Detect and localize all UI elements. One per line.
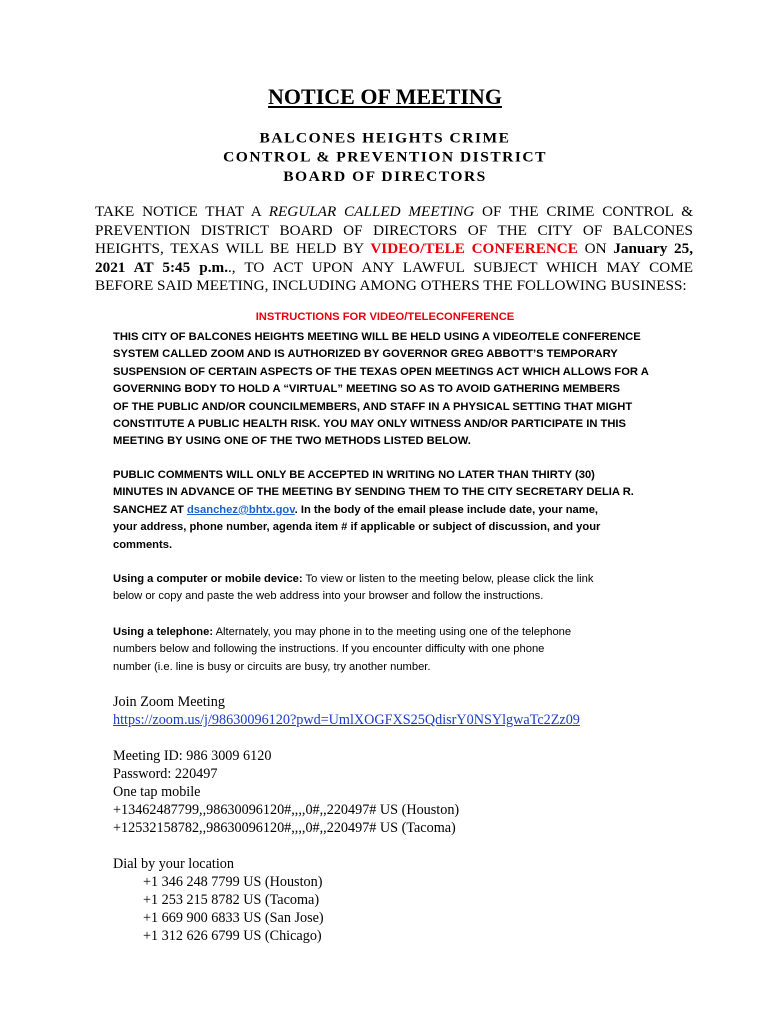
dial-number: +1 253 215 8782 US (Tacoma) xyxy=(143,892,320,908)
computer-access-label: Using a computer or mobile device: xyxy=(113,573,303,585)
notice-line-2: PREVENTION DISTRICT BOARD OF DIRECTORS OF THE CITY OF BALCONES xyxy=(95,221,693,239)
meeting-type: REGULAR CALLED MEETING xyxy=(268,203,475,220)
zoom-authorization-paragraph: THIS CITY OF BALCONES HEIGHTS MEETING WILL BE HELD USING A VIDEO/TELE CONFERENCE SYSTEM CALLED ZOOM AND IS AUTHORIZED BY GOVERNOR GREG ABBOTT’S TEMPORARY SUSPENSION OF CERTAIN ASPECTS OF THE TEXAS OPEN MEETINGS ACT WHICH ALLOWS FOR A GOVERNING BODY TO HOLD A “VIRTUAL” MEETING SO AS TO AVOID GATHERING MEMBERS OF THE PUBLIC AND/OR COUNCILMEMBERS, AND STAFF IN A PHYSICAL SETTING THAT MIGHT CONSTITUTE A PUBLIC HEALTH RISK. YOU MAY ONLY WITNESS AND/OR PARTICIPATE IN THIS MEETING BY USING ONE OF THE TWO METHODS LISTED BELOW. xyxy=(113,331,649,448)
page-title: NOTICE OF MEETING xyxy=(268,84,502,109)
one-tap-tacoma: +12532158782,,98630096120#,,,,0#,,220497# US (Tacoma) xyxy=(113,820,456,836)
meeting-time: 2021 AT 5:45 p.m. xyxy=(95,258,228,276)
meeting-password: Password: 220497 xyxy=(113,766,218,782)
computer-access-paragraph: Using a computer or mobile device: To view or listen to the meeting below, please click the link below or copy and paste the web address into your browser and follow the instructions. xyxy=(113,573,594,603)
meeting-id: Meeting ID: 986 3009 6120 xyxy=(113,748,272,764)
dial-number: +1 669 900 6833 US (San Jose) xyxy=(143,910,324,926)
dial-number: +1 346 248 7799 US (Houston) xyxy=(143,874,323,890)
notice-line-5: BEFORE SAID MEETING, INCLUDING AMONG OTHERS THE FOLLOWING BUSINESS: xyxy=(95,277,687,294)
secretary-email-link[interactable]: dsanchez@bhtx.gov xyxy=(186,503,295,516)
telephone-access-paragraph: Using a telephone: Alternately, you may phone in to the meeting using one of the telephone numbers below and following the instructions. If you encounter difficulty with one phone number (i.e. line is busy or circuits are busy, try another number. xyxy=(113,626,572,673)
notice-line-4: 2021 AT 5:45 p.m.., TO ACT UPON ANY LAWFUL SUBJECT WHICH MAY COME xyxy=(95,258,693,276)
instructions-heading: INSTRUCTIONS FOR VIDEO/TELECONFERENCE xyxy=(255,311,515,323)
org-line-1: BALCONES HEIGHTS CRIME xyxy=(259,130,511,146)
one-tap-label: One tap mobile xyxy=(113,784,201,800)
notice-line-3: HEIGHTS, TEXAS WILL BE HELD BY VIDEO/TELE CONFERENCE ON January 25, xyxy=(95,240,693,257)
notice-paragraph xyxy=(95,203,693,296)
dial-by-location-label: Dial by your location xyxy=(113,856,234,872)
dial-number: +1 312 626 6799 US (Chicago) xyxy=(143,928,322,944)
zoom-details xyxy=(113,693,733,945)
org-line-2: CONTROL & PREVENTION DISTRICT xyxy=(223,149,547,166)
join-zoom-label: Join Zoom Meeting xyxy=(113,694,225,710)
public-comments-paragraph: PUBLIC COMMENTS WILL ONLY BE ACCEPTED IN WRITING NO LATER THAN THIRTY (30) MINUTES IN ADVANCE OF THE MEETING BY SENDING THEM TO THE CITY SECRETARY DELIA R. SANCHEZ AT dsanchez@bhtx.gov. In the body of the email please include date, your name, your address, phone number, agenda item # if applicable or subject of discussion, and your comments. xyxy=(113,469,634,551)
zoom-meeting-link[interactable]: https://zoom.us/j/98630096120?pwd=UmlXOGFXS25QdisrY0NSYlgwaTc2Zz09 xyxy=(113,712,580,728)
organization-heading xyxy=(0,129,770,187)
one-tap-houston: +13462487799,,98630096120#,,,,0#,,220497# US (Houston) xyxy=(113,802,460,818)
org-line-3: BOARD OF DIRECTORS xyxy=(283,169,487,185)
notice-line-1: TAKE NOTICE THAT A REGULAR CALLED MEETING OF THE CRIME CONTROL & xyxy=(95,203,694,220)
meeting-date: January 25, xyxy=(613,240,693,257)
telephone-access-label: Using a telephone: xyxy=(113,626,214,638)
conference-type: VIDEO/TELE CONFERENCE xyxy=(370,240,578,257)
